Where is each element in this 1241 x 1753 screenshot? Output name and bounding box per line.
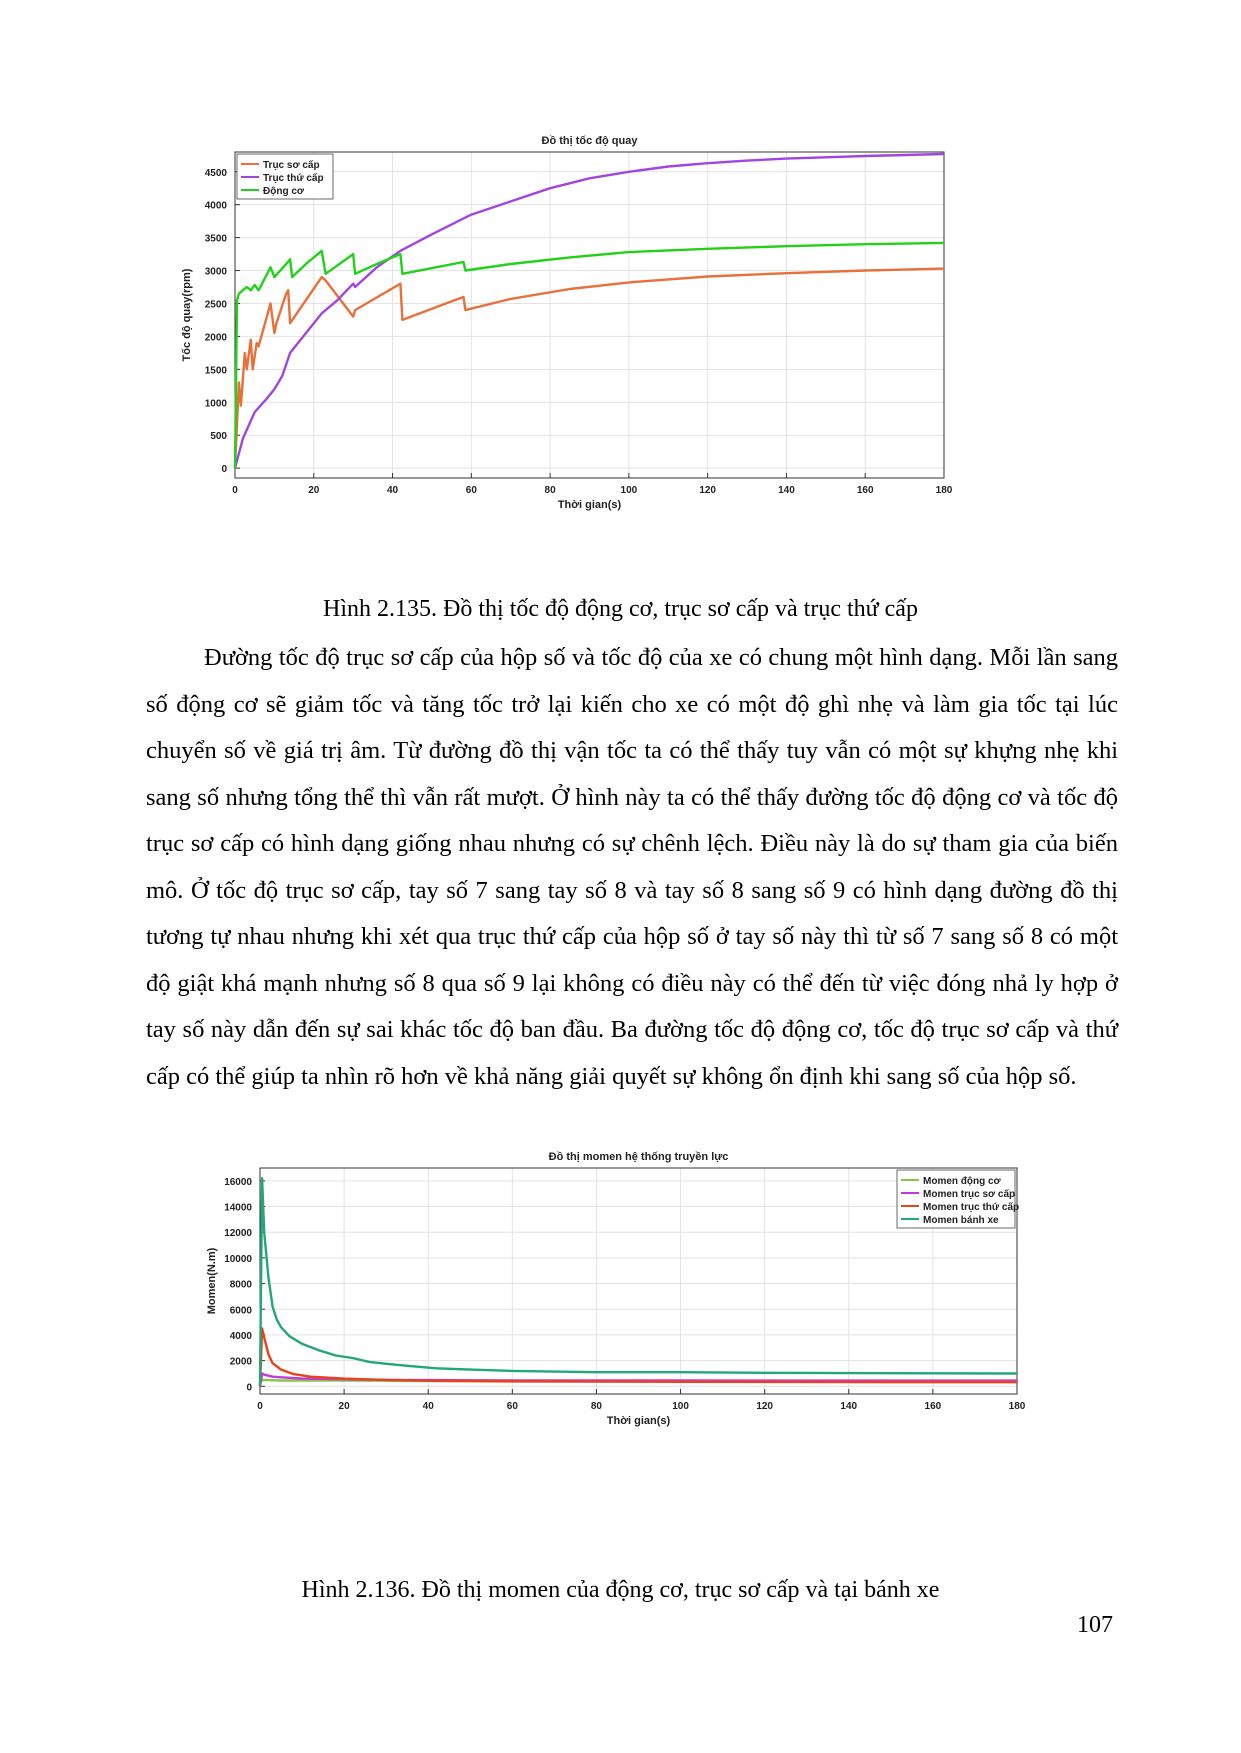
legend-label: Momen trục thứ cấp — [923, 1202, 1020, 1213]
legend-label: Momen bánh xe — [923, 1215, 999, 1226]
x-tick-label: 0 — [257, 1401, 263, 1412]
x-tick-label: 140 — [778, 485, 795, 496]
y-tick-label: 1500 — [204, 365, 227, 377]
x-tick-label: 60 — [506, 1401, 518, 1412]
figure-speed-chart — [180, 130, 1080, 595]
x-tick-label: 120 — [699, 485, 717, 496]
chart-title: Đồ thị tốc độ quay — [541, 135, 638, 147]
torque-chart-svg — [200, 1140, 1080, 1565]
y-tick-label: 14000 — [224, 1202, 252, 1214]
y-axis-label: Tốc độ quay(rpm) — [181, 268, 193, 362]
y-tick-label: 6000 — [229, 1305, 252, 1317]
y-tick-label: 0 — [246, 1382, 252, 1394]
x-tick-label: 80 — [544, 485, 556, 496]
series-line-3 — [260, 1329, 1017, 1387]
y-tick-label: 1000 — [204, 398, 227, 410]
x-tick-label: 60 — [465, 485, 477, 496]
x-tick-label: 80 — [590, 1401, 603, 1412]
x-tick-label: 140 — [840, 1401, 858, 1412]
x-tick-label: 40 — [422, 1401, 434, 1412]
x-tick-label: 20 — [308, 485, 320, 496]
x-tick-label: 20 — [338, 1401, 350, 1412]
y-tick-label: 3500 — [204, 233, 227, 245]
figure-torque-chart — [200, 1140, 1080, 1565]
chart-title: Đồ thị momen hệ thống truyền lực — [548, 1151, 729, 1163]
x-tick-label: 160 — [924, 1401, 942, 1412]
x-tick-label: 160 — [856, 485, 874, 496]
plot-area-frame — [235, 152, 944, 478]
y-axis-label: Momen(N.m) — [206, 1247, 218, 1315]
y-tick-label: 8000 — [229, 1279, 252, 1291]
x-axis-label: Thời gian(s) — [606, 1415, 671, 1427]
y-tick-label: 16000 — [224, 1176, 252, 1188]
x-tick-label: 180 — [1008, 1401, 1026, 1412]
x-tick-label: 100 — [672, 1401, 689, 1412]
y-tick-label: 12000 — [224, 1228, 252, 1240]
y-tick-label: 10000 — [224, 1253, 252, 1265]
x-axis-label: Thời gian(s) — [557, 499, 622, 511]
x-tick-label: 0 — [232, 485, 238, 496]
x-tick-label: 120 — [756, 1401, 774, 1412]
legend-label: Trục sơ cấp — [263, 160, 320, 171]
y-tick-label: 4000 — [204, 200, 227, 212]
y-tick-label: 0 — [221, 464, 227, 476]
figure-caption-speed: Hình 2.135. Đồ thị tốc độ động cơ, trục sơ cấp và trục thứ cấp — [323, 596, 918, 622]
y-tick-label: 500 — [210, 431, 227, 443]
x-tick-label: 40 — [386, 485, 399, 496]
series-line-3 — [235, 243, 944, 468]
body-paragraph: Đường tốc độ trục sơ cấp của hộp số và tốc độ của xe có chung một hình dạng. Mỗi lần sang số động cơ sẽ giảm tốc và tăng tốc trở lại kiến cho xe có một độ ghì nhẹ và làm gia tốc tại lúc chuyển số về giá trị âm. Từ đường đồ thị vận tốc ta có thể thấy tuy vẫn có một sự khựng nhẹ khi sang số nhưng tổng thể thì vẫn rất mượt. Ở hình này ta có thể thấy đường tốc độ động cơ và tốc độ trục sơ cấp có hình dạng giống nhau nhưng có sự chênh lệch. Điều này là do sự tham gia của biến mô. Ở tốc độ trục sơ cấp, tay số 7 sang tay số 8 và tay số 8 sang số 9 có hình dạng đường đồ thị tương tự nhau nhưng khi xét qua trục thứ cấp của hộp số ở tay số này thì từ số 7 sang số 8 có một độ giật khá mạnh nhưng số 8 qua số 9 lại không có điều này có thể đến từ việc đóng nhả ly hợp ở tay số này dẫn đến sự sai khác tốc độ ban đầu. Ba đường tốc độ động cơ, tốc độ trục sơ cấp và thứ cấp có thể giúp ta nhìn rõ hơn về khả năng giải quyết sự không ổn định khi sang số của hộp số. — [146, 644, 1118, 1090]
y-tick-label: 2000 — [204, 332, 227, 344]
page-number: 107 — [1077, 1612, 1113, 1638]
legend-label: Momen động cơ — [923, 1176, 1001, 1187]
series-line-2 — [235, 154, 944, 468]
x-tick-label: 180 — [935, 485, 953, 496]
x-tick-label: 100 — [620, 485, 638, 496]
speed-chart-svg — [180, 130, 1080, 595]
y-tick-label: 2500 — [204, 299, 227, 311]
legend-label: Momen trục sơ cấp — [923, 1189, 1016, 1200]
legend-label: Động cơ — [263, 186, 304, 197]
y-tick-label: 4000 — [229, 1330, 252, 1342]
legend-label: Trục thứ cấp — [263, 173, 324, 184]
series-line-1 — [235, 269, 944, 469]
figure-caption-torque: Hình 2.136. Đồ thị momen của động cơ, trục sơ cấp và tại bánh xe — [301, 1577, 940, 1603]
y-tick-label: 4500 — [204, 167, 227, 179]
y-tick-label: 2000 — [229, 1356, 252, 1368]
y-tick-label: 3000 — [204, 266, 227, 278]
